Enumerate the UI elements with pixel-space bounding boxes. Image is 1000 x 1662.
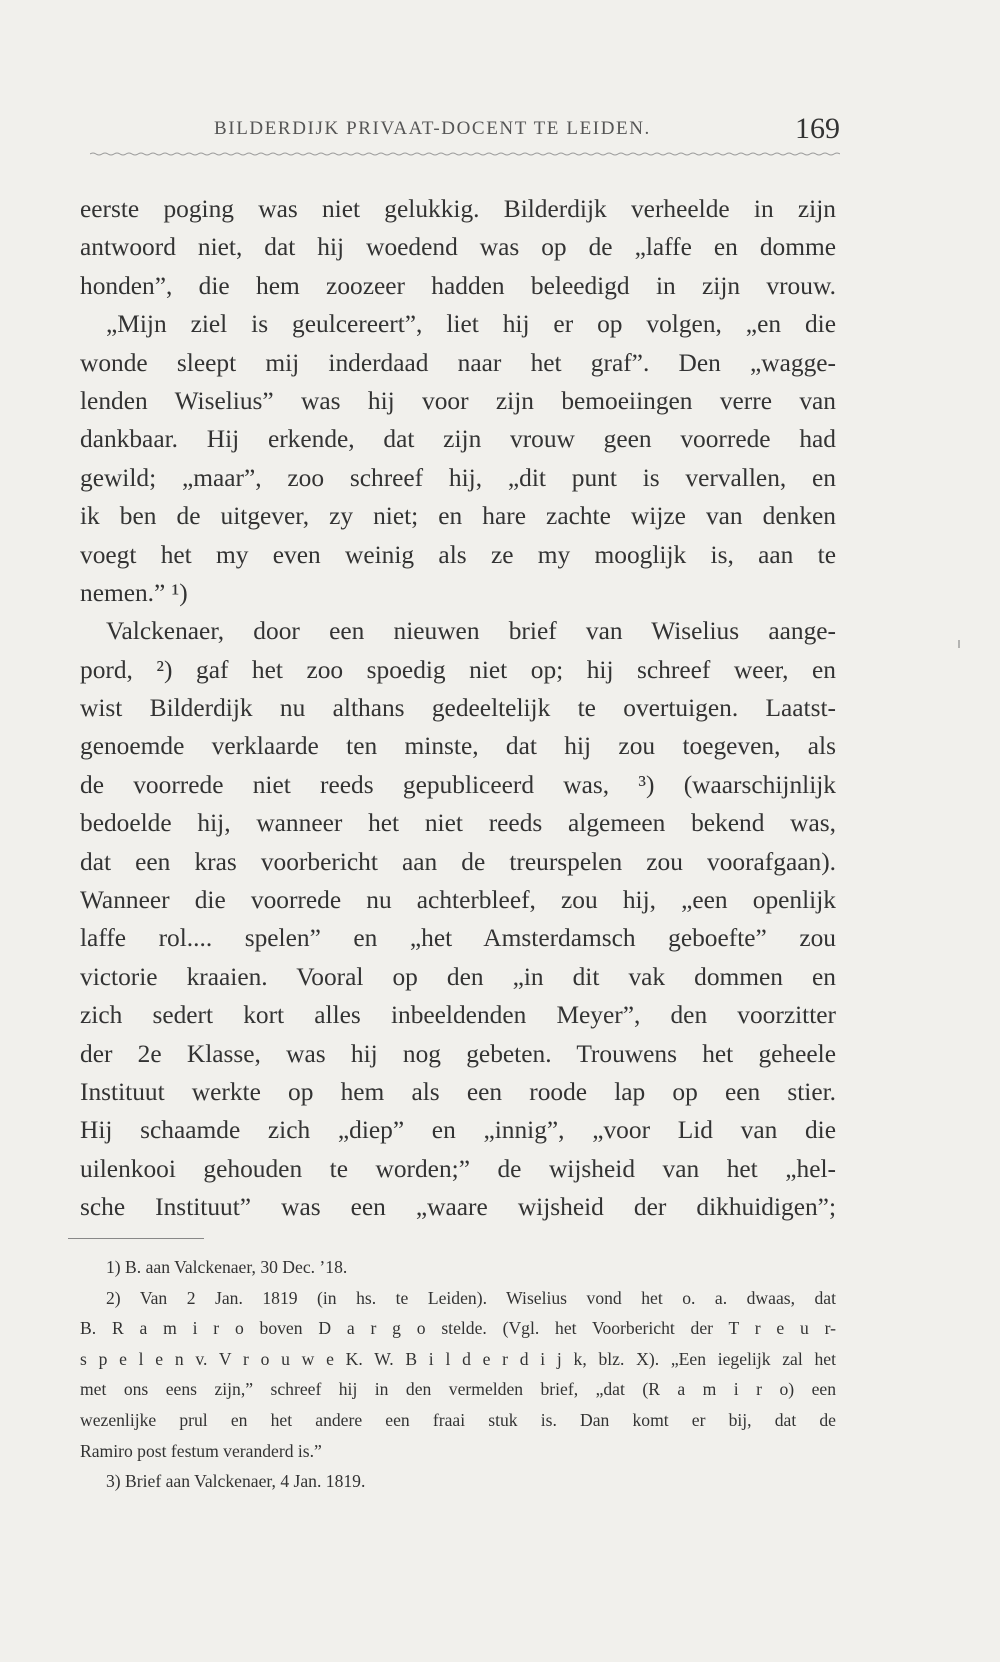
body-line: de voorrede niet reeds gepubliceerd was, ³) (waarschijnlijk [80,770,836,799]
body-line: pord, ²) gaf het zoo spoedig niet op; hij schreef weer, en [80,655,836,684]
body-line: dat een kras voorbericht aan de treurspelen zou voorafgaan). [80,847,836,876]
body-line: wonde sleept mij inderdaad naar het graf”. Den „wagge- [80,348,836,377]
body-line: antwoord niet, dat hij woedend was op de „laffe en domme [80,233,836,262]
footnote-line: wezenlijke prul en het andere een fraai stuk is. Dan komt er bij, dat de [80,1409,836,1430]
body-line: der 2e Klasse, was hij nog gebeten. Trouwens het geheele [80,1039,836,1068]
body-line: Hij schaamde zich „diep” en „innig”, „voor Lid van die [80,1116,836,1145]
body-line: honden”, die hem zoozeer hadden beleedigd in zijn vrouw. [80,271,836,300]
body-line: dankbaar. Hij erkende, dat zijn vrouw geen voorrede had [80,425,836,454]
header-wavy-rule [90,152,840,156]
footnote-line: 3) Brief aan Valckenaer, 4 Jan. 1819. [106,1471,366,1492]
body-text [80,190,836,1227]
body-line: genoemde verklaarde ten minste, dat hij zou toegeven, als [80,732,836,761]
body-line: victorie kraaien. Vooral op den „in dit vak dommen en [80,962,836,991]
footnote-line: Ramiro post festum veranderd is.” [80,1440,322,1461]
footnote-rule [68,1238,204,1239]
body-line: uilenkooi gehouden te worden;” de wijsheid van het „hel- [80,1154,836,1183]
body-line: Valckenaer, door een nieuwen brief van Wiselius aange- [106,617,836,646]
page-number: 169 [795,112,840,145]
footnotes [80,1252,836,1497]
running-head [80,112,840,152]
body-line: Wanneer die voorrede nu achterbleef, zou hij, „een openlijk [80,886,836,915]
footnote-line: met ons eens zijn,” schreef hij in den vermelden brief, „dat (R a m i r o) een [80,1379,836,1400]
body-line: zich sedert kort alles inbeeldenden Meyer”, den voorzitter [80,1001,836,1030]
body-line: gewild; „maar”, zoo schreef hij, „dit punt is vervallen, en [80,463,836,492]
footnote-line: B. R a m i r o boven D a r g o stelde. (Vgl. het Voorbericht der T r e u r- [80,1318,836,1339]
body-line: „Mijn ziel is geulcereert”, liet hij er op volgen, „en die [106,310,836,339]
body-line: laffe rol.... spelen” en „het Amsterdamsch geboefte” zou [80,924,836,953]
body-line: Instituut werkte op hem als een roode lap op een stier. [80,1077,836,1106]
body-line: wist Bilderdijk nu althans gedeeltelijk te overtuigen. Laatst- [80,694,836,723]
body-line: voegt het my even weinig als ze my mooglijk is, aan te [80,540,836,569]
body-line: nemen.” ¹) [80,578,188,607]
footnote-line: 1) B. aan Valckenaer, 30 Dec. ’18. [106,1257,348,1277]
body-line: sche Instituut” was een „waare wijsheid der dikhuidigen”; [80,1193,836,1222]
footnote-line: s p e l e n v. V r o u w e K. W. B i l d e r d i j k, blz. X). „Een iegelijk zal het [80,1348,836,1369]
running-title: BILDERDIJK PRIVAAT-DOCENT TE LEIDEN. [214,118,651,139]
margin-speck [958,640,960,648]
body-line: eerste poging was niet gelukkig. Bilderdijk verheelde in zijn [80,195,836,223]
footnote-line: 2) Van 2 Jan. 1819 (in hs. te Leiden). Wiselius vond het o. a. dwaas, dat [106,1287,836,1308]
body-line: ik ben de uitgever, zy niet; en hare zachte wijze van denken [80,502,836,531]
body-line: bedoelde hij, wanneer het niet reeds algemeen bekend was, [80,809,836,838]
body-line: lenden Wiselius” was hij voor zijn bemoeiingen verre van [80,386,836,415]
